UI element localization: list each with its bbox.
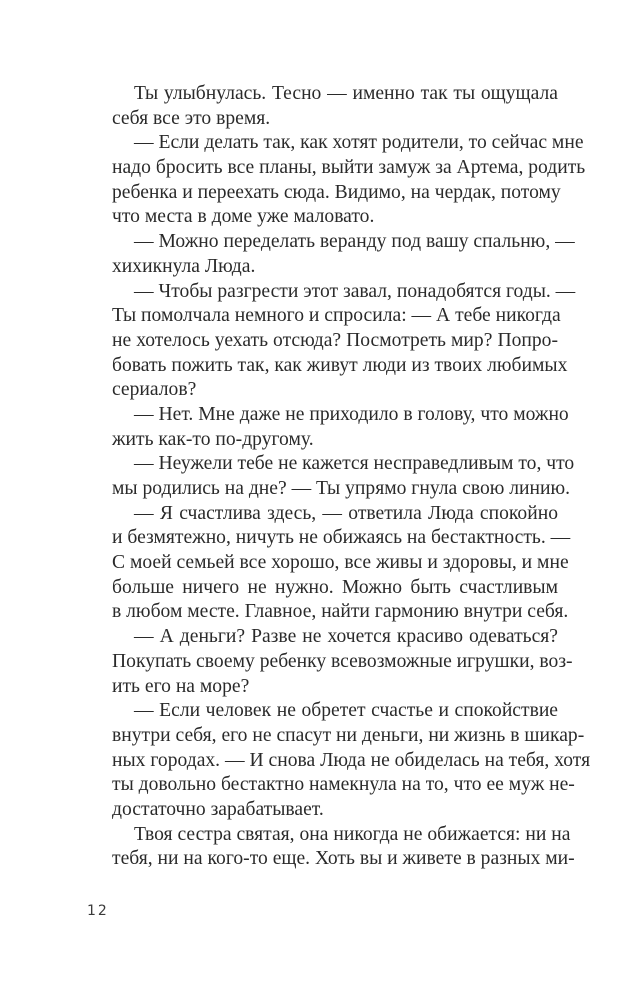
text-line: — Можно переделать веранду под вашу спальню, — [134,231,575,253]
text-line: что места в доме уже маловато. [112,206,375,228]
text-line: — Неужели тебе не кажется несправедливым то, что [134,453,575,475]
text-line: достаточно зарабатывает. [112,798,324,820]
text-line: — Нет. Мне даже не приходило в голову, что можно [134,403,569,425]
text-line: ты довольно бестактно намекнула на то, что ее муж не- [112,774,575,796]
text-line: Твоя сестра святая, она никогда не обижается: ни на [134,823,571,845]
page-number: 12 [87,903,109,919]
text-line: — А деньги? Разве не хочется красиво одеваться? [134,626,558,648]
text-line: мы родились на дне? — Ты упрямо гнула свою линию. [112,478,571,499]
text-line: хихикнула Люда. [112,255,256,277]
text-line: больше ничего не нужно. Можно быть счастливым [112,576,558,598]
text-line: ребенка и переехать сюда. Видимо, на чердак, потому [112,181,561,203]
text-line: Ты улыбнулась. Тесно — именно так ты ощущала [134,83,558,104]
text-line: в любом месте. Главное, найти гармонию внутри себя. [112,601,569,623]
text-line: — Если делать так, как хотят родители, то сейчас мне [134,132,584,154]
text-line: не хотелось уехать отсюда? Посмотреть мир? Попро- [112,329,558,351]
text-line: надо бросить все планы, выйти замуж за Артема, родить [112,157,586,179]
text-line: сериалов? [112,379,197,401]
text-line: жить как-то по-другому. [112,428,314,450]
text-line: себя все это время. [112,107,271,129]
text-line: Покупать своему ребенку всевозможные игрушки, воз- [112,650,573,672]
text-line: С моей семьей все хорошо, все живы и здоровы, и мне [112,552,569,574]
text-line: бовать пожить так, как живут люди из твоих любимых [112,354,568,376]
text-line: тебя, ни на кого-то еще. Хоть вы и живете в разных ми- [112,848,575,870]
text-line: и безмятежно, ничуть не обижаясь на бестактность. — [112,527,571,549]
text-line: — Чтобы разгрести этот завал, понадобятся годы. — [134,280,576,302]
text-line: ных городах. — И снова Люда не обиделась на тебя, хотя [112,749,591,771]
text-line: ить его на море? [112,675,250,697]
text-line: — Я счастлива здесь, — ответила Люда спокойно [134,502,558,524]
text-line: внутри себя, его не спасут ни деньги, ни жизнь в шикар- [112,724,585,746]
text-line: Ты помолчала немного и спросила: — А тебе никогда [112,305,561,327]
body-text [112,82,591,872]
text-line: — Если человек не обретет счастье и спокойствие [134,700,558,722]
